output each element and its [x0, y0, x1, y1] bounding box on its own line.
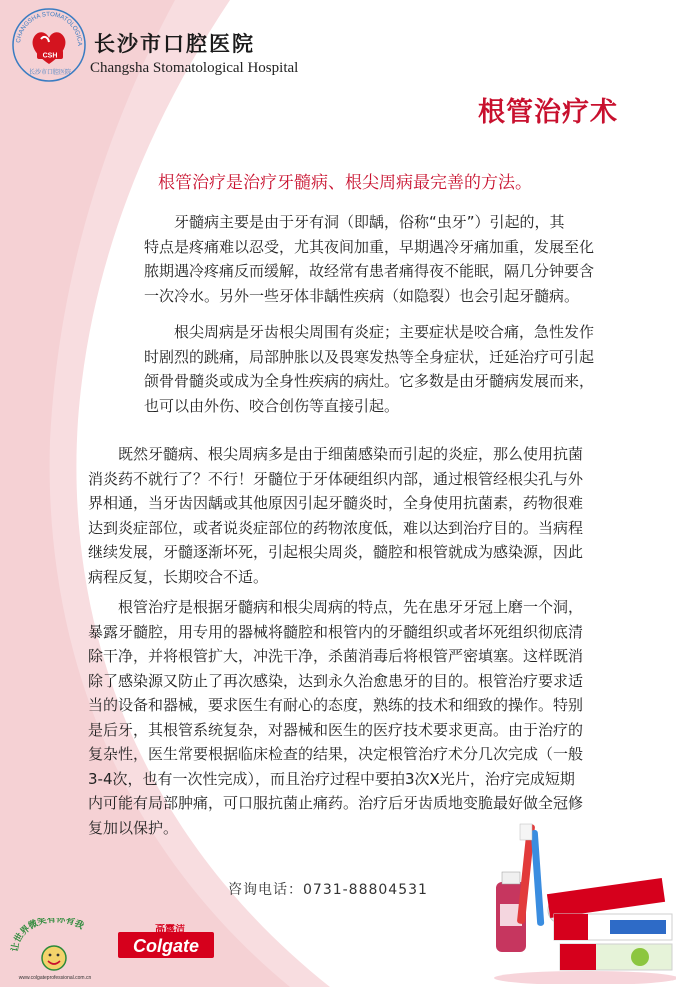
paragraph-line: 3-4次，也有一次性完成），而且治疗过程中要拍3次X光片，治疗完成短期 [88, 769, 575, 788]
paragraph-line: 复杂性，医生常要根据临床检查的结果，决定根管治疗术分几次完成（一般 [88, 745, 584, 763]
paragraph-line: 根管治疗是根据牙髓病和根尖周病的特点，先在患牙牙冠上磨一个洞， [118, 598, 584, 616]
paragraph-line: 消炎药不就行了？不行！牙髓位于牙体硬组织内部，通过根管经根尖孔与外 [88, 469, 584, 488]
paragraph-line: 达到炎症部位，或者说炎症部位的药物浓度低，难以达到治疗目的。当病程 [88, 518, 584, 537]
svg-text:CHANGSHA STOMATOLOGICAL HOSPIT: CHANGSHA STOMATOLOGICA [15, 10, 84, 47]
paragraph-line: 当的设备和器械，要求医生有耐心的态度，熟练的技术和细致的操作。特别 [88, 696, 584, 714]
paragraph-line: 特点是疼痛难以忍受，尤其夜间加重，早期遇冷牙痛加重，发展至化 [144, 237, 595, 256]
paragraph-line: 病程反复，长期咬合不适。 [88, 567, 269, 586]
paragraph-line: 除干净，并将根管扩大，冲洗干净，杀菌消毒后将根管严密填塞。这样既消 [88, 647, 584, 665]
paragraph-line: 颌骨骨髓炎或成为全身性疾病的病灶。它多数是由牙髓病发展而来， [144, 372, 595, 390]
paragraph-line: 脓期遇冷疼痛反而缓解，故经常有患者痛得夜不能眠，隔几分钟要含 [144, 262, 595, 280]
paragraph-line: 继续发展，牙髓逐渐坏死，引起根尖周炎，髓腔和根管就成为感染源，因此 [88, 543, 584, 561]
smile-badge-icon [10, 918, 100, 982]
paragraph-line: 时剧烈的跳痛，局部肿胀以及畏寒发热等全身症状，迁延治疗可引起 [144, 347, 595, 366]
paragraph-line: 暴露牙髓腔，用专用的器械将髓腔和根管内的牙髓组织或者坏死组织彻底清 [88, 622, 584, 641]
paragraph-line: 内可能有局部肿痛，可口服抗菌止痛药。治疗后牙齿质地变脆最好做全冠修 [88, 794, 584, 812]
paragraph-line: 根尖周病是牙齿根尖周围有炎症；主要症状是咬合痛，急性发作 [174, 323, 595, 341]
paragraph-why-not-antibiotics [88, 442, 662, 589]
paragraph-root-canal-treatment [88, 595, 662, 840]
paragraph-periapical-disease [144, 320, 658, 418]
contact-phone: 咨询电话：0731-88804531 [228, 882, 428, 898]
paragraph-line: 界相通，当牙齿因龋或其他原因引起牙髓炎时，全身使用抗菌素，药物很难 [88, 494, 584, 512]
svg-text:高露洁: 高露洁 [155, 924, 185, 935]
svg-text:让世界微笑有你有我: 让世界微笑有你有我 [10, 918, 86, 953]
hospital-logo-icon [10, 6, 88, 84]
subtitle: 根管治疗是治疗牙髓病、根尖周病最完善的方法。 [158, 173, 532, 193]
paragraph-line: 除了感染源又防止了再次感染，达到永久治愈患牙的目的。根管治疗要求适 [88, 671, 584, 690]
hospital-name-cn: 长沙市口腔医院 [94, 31, 255, 56]
paragraph-line: 一次冷水。另外一些牙体非龋性疾病（如隐裂）也会引起牙髓病。 [144, 286, 580, 305]
svg-text:CSH: CSH [42, 52, 58, 60]
svg-text:www.colgateprofessional.com.cn: www.colgateprofessional.com.cn [18, 975, 92, 981]
svg-text:长沙市口腔医院: 长沙市口腔医院 [28, 69, 72, 76]
colgate-logo-icon [118, 924, 214, 960]
svg-text:Colgate: Colgate [132, 936, 200, 956]
paragraph-line: 是后牙，其根管系统复杂，对器械和医生的医疗技术要求更高。由于治疗的 [88, 720, 584, 739]
hospital-name-en: Changsha Stomatological Hospital [90, 60, 299, 76]
paragraph-line: 也可以由外伤、咬合创伤等直接引起。 [144, 396, 400, 415]
paragraph-line: 复加以保护。 [88, 818, 179, 837]
paragraph-line: 既然牙髓病、根尖周病多是由于细菌感染而引起的炎症，那么使用抗菌 [118, 445, 584, 463]
product-display-icon [490, 820, 676, 984]
paragraph-pulp-disease [144, 210, 658, 308]
paragraph-line: 牙髓病主要是由于牙有洞（即龋，俗称“虫牙”）引起的，其 [174, 213, 565, 231]
page-title: 根管治疗术 [478, 97, 618, 128]
